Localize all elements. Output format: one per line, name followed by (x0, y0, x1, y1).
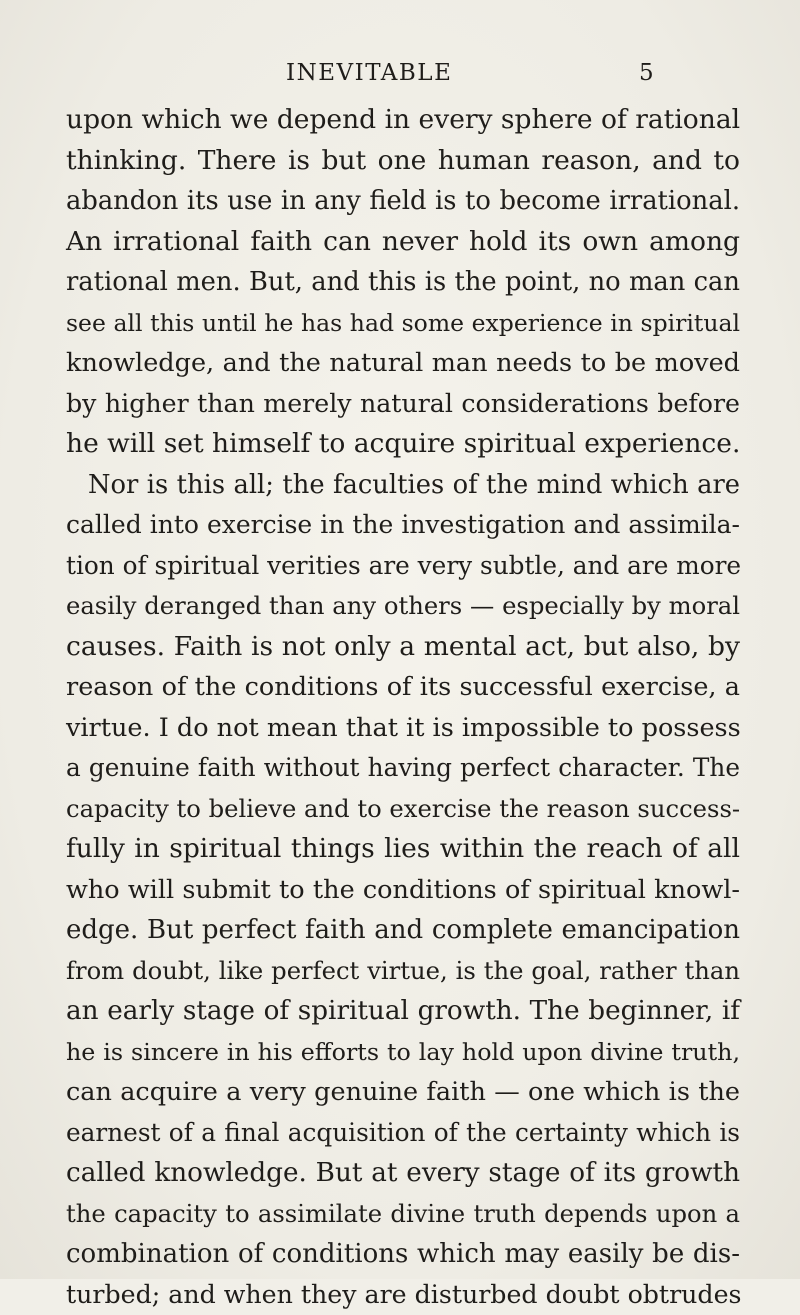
text-line: reason of the conditions of its successful exercise, a (66, 667, 740, 708)
text-line: can acquire a very genuine faith — one which is the (66, 1072, 740, 1113)
page-number: 5 (639, 58, 654, 88)
text-line: upon which we depend in every sphere of rational (66, 100, 740, 141)
text-line: he will set himself to acquire spiritual experience. (66, 424, 740, 465)
text-line: the capacity to assimilate divine truth depends upon a (66, 1194, 740, 1235)
text-line: called knowledge. But at every stage of its growth (66, 1153, 740, 1194)
text-line: he is sincere in his efforts to lay hold upon divine truth, (66, 1032, 740, 1073)
text-line: virtue. I do not mean that it is impossible to possess (66, 708, 740, 749)
text-line: from doubt, like perfect virtue, is the goal, rather than (66, 951, 740, 992)
text-line: capacity to believe and to exercise the reason success- (66, 789, 740, 830)
text-line: causes. Faith is not only a mental act, but also, by (66, 627, 740, 668)
running-title: INEVITABLE (286, 58, 452, 88)
text-line: abandon its use in any field is to become irrational. (66, 181, 740, 222)
running-header (0, 58, 800, 88)
text-line: fully in spiritual things lies within the reach of all (66, 829, 740, 870)
text-line: a genuine faith without having perfect character. The (66, 748, 740, 789)
text-line: tion of spiritual verities are very subtle, and are more (66, 546, 740, 587)
text-line: earnest of a final acquisition of the certainty which is (66, 1113, 740, 1154)
text-line: easily deranged than any others — especially by moral (66, 586, 740, 627)
text-line: turbed; and when they are disturbed doubt obtrudes (66, 1275, 740, 1315)
body-text (66, 100, 740, 1315)
text-line: called into exercise in the investigation and assimila- (66, 505, 740, 546)
text-line: knowledge, and the natural man needs to be moved (66, 343, 740, 384)
text-line: who will submit to the conditions of spiritual knowl- (66, 870, 740, 911)
text-line: thinking. There is but one human reason, and to (66, 141, 740, 182)
text-line: Nor is this all; the faculties of the mind which are (66, 465, 740, 506)
text-line: edge. But perfect faith and complete emancipation (66, 910, 740, 951)
text-line: by higher than merely natural considerations before (66, 384, 740, 425)
text-line: an early stage of spiritual growth. The beginner, if (66, 991, 740, 1032)
text-line: combination of conditions which may easily be dis- (66, 1234, 740, 1275)
text-line: rational men. But, and this is the point, no man can (66, 262, 740, 303)
text-line: An irrational faith can never hold its own among (66, 222, 740, 263)
text-line: see all this until he has had some experience in spiritual (66, 303, 740, 344)
